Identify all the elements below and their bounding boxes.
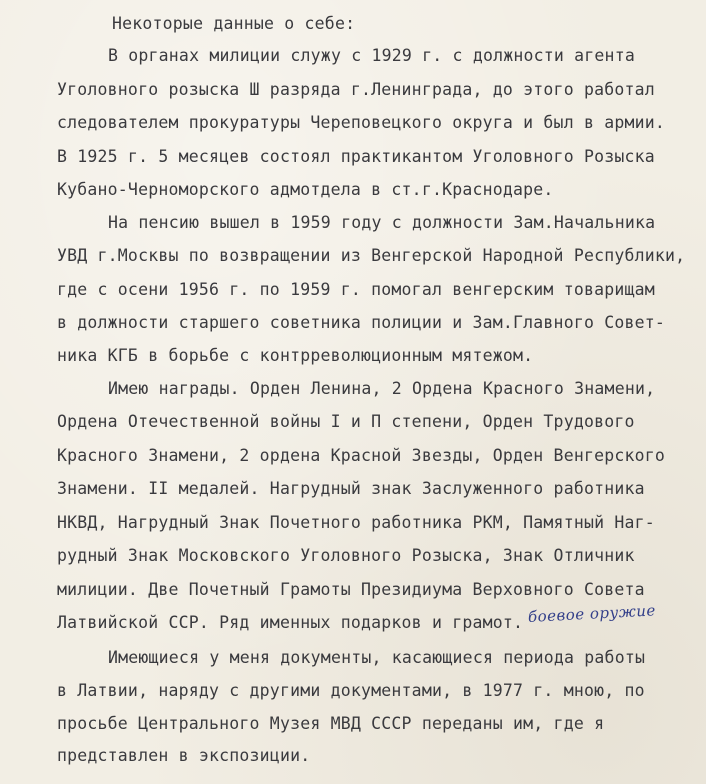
text-line: следователем прокуратуры Череповецкого округа и был в армии. [57, 113, 666, 132]
handwritten-annotation: боевое оружие [527, 601, 657, 626]
text-line: Латвийской ССР. Ряд именных подарков и грамот. [57, 613, 524, 632]
text-line: На пенсию вышел в 1959 году с должности Зам.Начальника [108, 213, 656, 232]
text-line: представлен в экспозиции. [57, 746, 311, 765]
text-line: просьбе Центрального Музея МВД СССР переданы им, где я [57, 714, 605, 733]
text-line: Ордена Отечественной войны I и П степени, Орден Трудового [57, 412, 635, 431]
text-line: милиции. Две Почетный Грамоты Президиума Верховного Совета [57, 580, 645, 599]
document-heading: Некоторые данные о себе: [112, 14, 356, 33]
text-line: ника КГБ в борьбе с контрреволюционным мятежом. [57, 346, 534, 365]
text-line: в должности старшего советника полиции и Зам.Главного Совет- [57, 313, 666, 332]
text-line: Знамени. II медалей. Нагрудный знак Заслуженного работника [57, 479, 645, 498]
text-line: Красного Знамени, 2 ордена Красной Звезды, Орден Венгерского [57, 446, 666, 465]
text-line: Кубано-Черноморского адмотдела в ст.г.Краснодаре. [57, 180, 554, 199]
text-line: НКВД, Нагрудный Знак Почетного работника РКМ, Памятный Наг- [57, 513, 655, 532]
text-line: УВД г.Москвы по возвращении из Венгерской Народной Республики, [57, 246, 686, 265]
text-line: Уголовного розыска Ш разряда г.Ленинграда, до этого работал [57, 80, 655, 99]
text-line: где с осени 1956 г. по 1959 г. помогал венгерским товарищам [57, 280, 655, 299]
text-line: в Латвии, наряду с другими документами, в 1977 г. мною, по [57, 681, 645, 700]
text-line: Имею награды. Орден Ленина, 2 Ордена Красного Знамени, [108, 379, 656, 398]
text-line: рудный Знак Московского Уголовного Розыска, Знак Отличник [57, 546, 635, 565]
text-line: В органах милиции служу с 1929 г. с должности агента [108, 46, 635, 65]
text-line: В 1925 г. 5 месяцев состоял практикантом Уголовного Розыска [57, 147, 655, 166]
text-line: Имеющиеся у меня документы, касающиеся периода работы [108, 648, 646, 667]
